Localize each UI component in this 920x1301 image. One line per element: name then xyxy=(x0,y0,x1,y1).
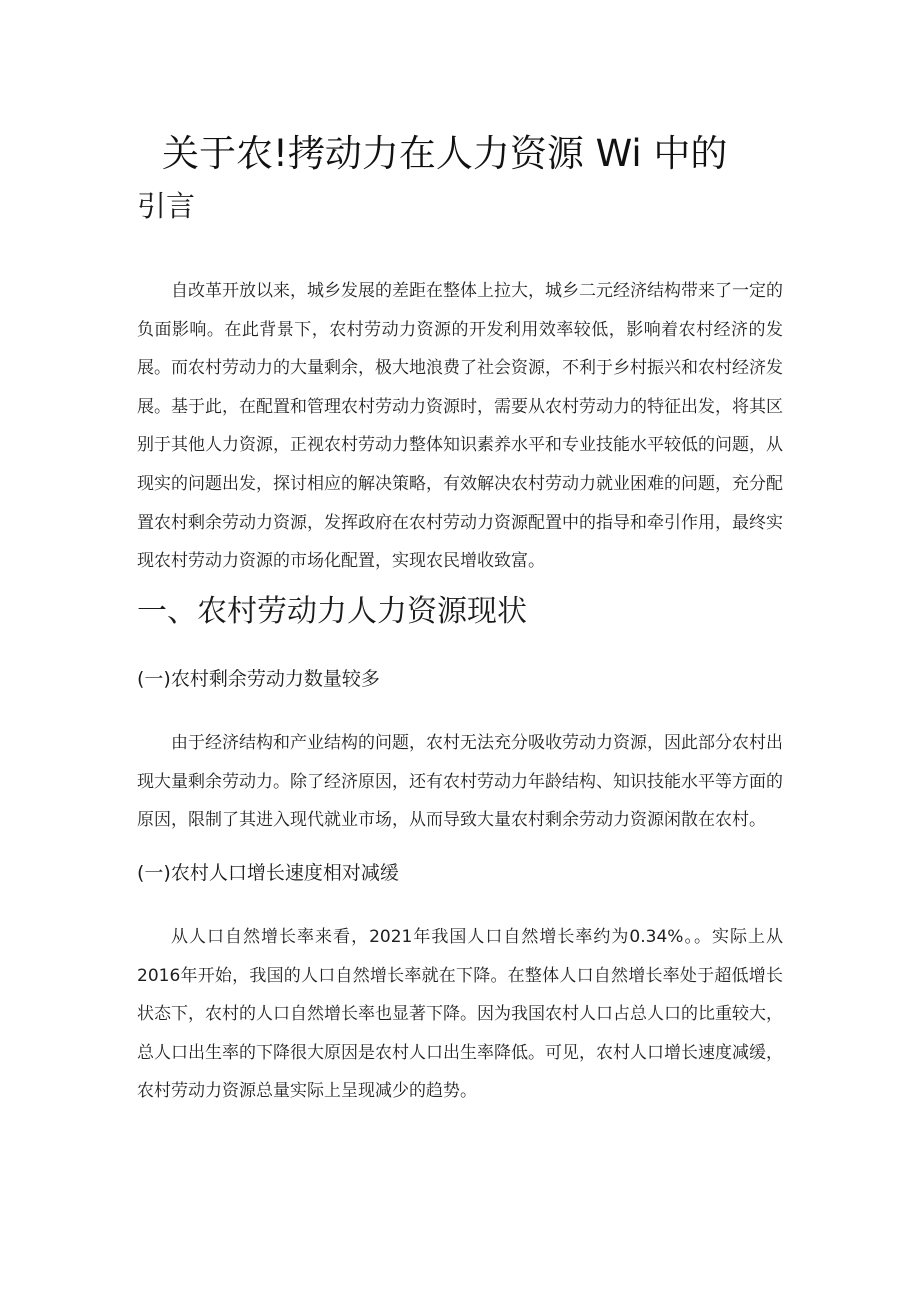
intro-heading: 引言 xyxy=(137,189,196,223)
subsection-1-heading: (一)农村剩余劳动力数量较多 xyxy=(137,668,380,690)
subsection-1-paragraph: 由于经济结构和产业结构的问题，农村无法充分吸收劳动力资源，因此部分农村出现大量剩余劳动力。除了经济原因，还有农村劳动力年龄结构、知识技能水平等方面的原因，限制了其进入现代就业市场，从而导致大量农村剩余劳动力资源闲散在农村。 xyxy=(137,733,783,831)
subsection-2-heading: (一)农村人口增长速度相对减缓 xyxy=(137,862,399,884)
document-title: 关于农!拷动力在人力资源 Wi 中的 xyxy=(162,132,728,175)
intro-paragraph: 自改革开放以来，城乡发展的差距在整体上拉大，城乡二元经济结构带来了一定的负面影响。在此背景下，农村劳动力资源的开发利用效率较低，影响着农村经济的发展。而农村劳动力的大量剩余，极大地浪费了社会资源，不利于乡村振兴和农村经济发展。基于此，在配置和管理农村劳动力资源时，需要从农村劳动力的特征出发，将其区别于其他人力资源，正视农村劳动力整体知识素养水平和专业技能水平较低的问题，从现实的问题出发，探讨相应的解决策略，有效解决农村劳动力就业困难的问题，充分配置农村剩余劳动力资源，发挥政府在农村劳动力资源配置中的指导和牵引作用，最终实现农村劳动力资源的市场化配置，实现农民增收致富。 xyxy=(137,281,783,572)
section-1-heading: 一、农村劳动力人力资源现状 xyxy=(137,594,527,629)
subsection-2-paragraph: 从人口自然增长率来看，2021年我国人口自然增长率约为0.34%。。实际上从2016年开始，我国的人口自然增长率就在下降。在整体人口自然增长率处于超低增长状态下，农村的人口自然增长率也显著下降。因为我国农村人口占总人口的比重较大，总人口出生率的下降很大原因是农村人口出生率降低。可见，农村人口增长速度减缓，农村劳动力资源总量实际上呈现减少的趋势。 xyxy=(137,927,783,1102)
